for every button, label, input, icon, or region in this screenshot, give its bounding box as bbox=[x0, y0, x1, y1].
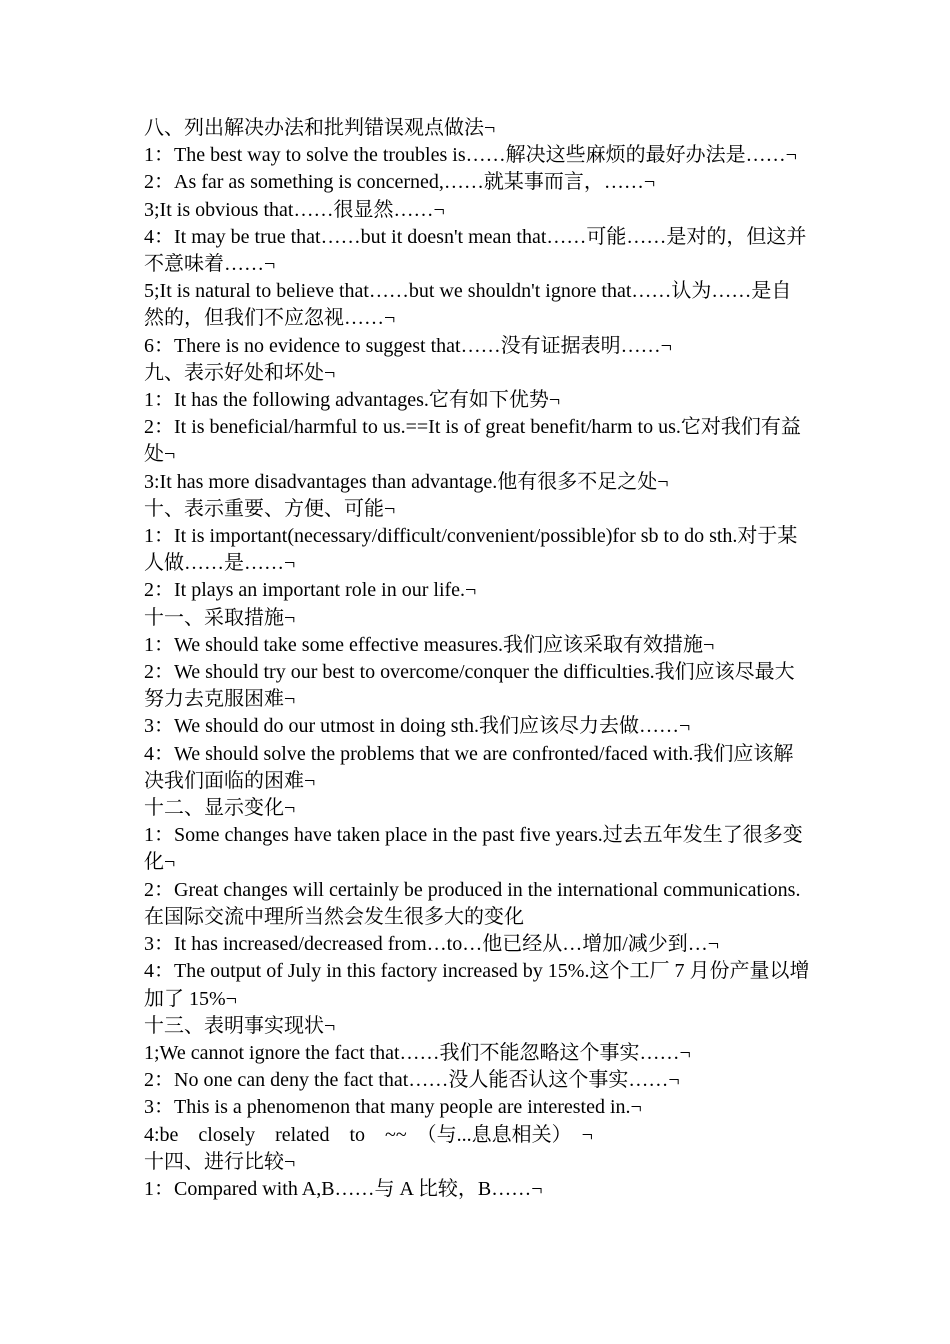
text-line: 1：It is important(necessary/difficult/convenient/possible)for sb to do sth.对于某人做……是……¬ bbox=[144, 525, 798, 575]
text-line: 1：It has the following advantages.它有如下优势¬ bbox=[144, 389, 561, 412]
text-line: 4:be closely related to ~~ （与...息息相关） ¬ bbox=[144, 1123, 593, 1146]
text-line: 2：Great changes will certainly be produced in the international communications.在国际交流中理所当然会发生很多大的变化 bbox=[144, 878, 801, 928]
text-line: 1：Compared with A,B……与 A 比较，B……¬ bbox=[144, 1177, 543, 1200]
text-line: 3：We should do our utmost in doing sth.我们应该尽力去做……¬ bbox=[144, 715, 691, 738]
section-heading-13: 十三、表明事实现状¬ bbox=[144, 1014, 336, 1037]
text-line: 3：It has increased/decreased from…to…他已经从…增加/减少到…¬ bbox=[144, 933, 720, 956]
section-heading-12: 十二、显示变化¬ bbox=[144, 797, 296, 820]
text-line: 3;It is obvious that……很显然……¬ bbox=[144, 198, 445, 221]
text-line: 6：There is no evidence to suggest that……没有证据表明……¬ bbox=[144, 334, 672, 357]
text-line: 4：It may be true that……but it doesn't mean that……可能……是对的，但这并不意味着……¬ bbox=[144, 225, 807, 276]
text-line: 4：We should solve the problems that we are confronted/faced with.我们应该解决我们面临的困难¬ bbox=[144, 742, 794, 792]
text-line: 1：The best way to solve the troubles is……解决这些麻烦的最好办法是……¬ bbox=[144, 144, 797, 167]
text-line: 1：Some changes have taken place in the past five years.过去五年发生了很多变化¬ bbox=[144, 824, 803, 874]
section-heading-10: 十、表示重要、方便、可能¬ bbox=[144, 497, 396, 520]
text-line: 4：The output of July in this factory increased by 15%.这个工厂 7 月份产量以增加了 15%¬ bbox=[144, 960, 810, 1010]
document-body bbox=[144, 115, 810, 1203]
section-heading-8: 八、列出解决办法和批判错误观点做法¬ bbox=[144, 117, 496, 139]
text-line: 2：It plays an important role in our life.¬ bbox=[144, 579, 477, 602]
text-line: 2：We should try our best to overcome/conquer the difficulties.我们应该尽最大努力去克服困难¬ bbox=[144, 661, 795, 711]
text-line: 5;It is natural to believe that……but we shouldn't ignore that……认为……是自然的，但我们不应忽视……¬ bbox=[144, 280, 792, 330]
text-line: 2：As far as something is concerned,……就某事而言，……¬ bbox=[144, 171, 656, 194]
text-line: 1：We should take some effective measures.我们应该采取有效措施¬ bbox=[144, 633, 715, 656]
text-line: 2：No one can deny the fact that……没人能否认这个事实……¬ bbox=[144, 1069, 680, 1092]
section-heading-14: 十四、进行比较¬ bbox=[144, 1150, 296, 1173]
section-heading-9: 九、表示好处和坏处¬ bbox=[144, 361, 336, 384]
section-heading-11: 十一、采取措施¬ bbox=[144, 606, 296, 629]
text-line: 3:It has more disadvantages than advantage.他有很多不足之处¬ bbox=[144, 470, 669, 493]
text-line: 1;We cannot ignore the fact that……我们不能忽略这个事实……¬ bbox=[144, 1041, 691, 1064]
text-line: 2：It is beneficial/harmful to us.==It is of great benefit/harm to us.它对我们有益处¬ bbox=[144, 416, 801, 466]
text-line: 3：This is a phenomenon that many people are interested in.¬ bbox=[144, 1096, 642, 1119]
